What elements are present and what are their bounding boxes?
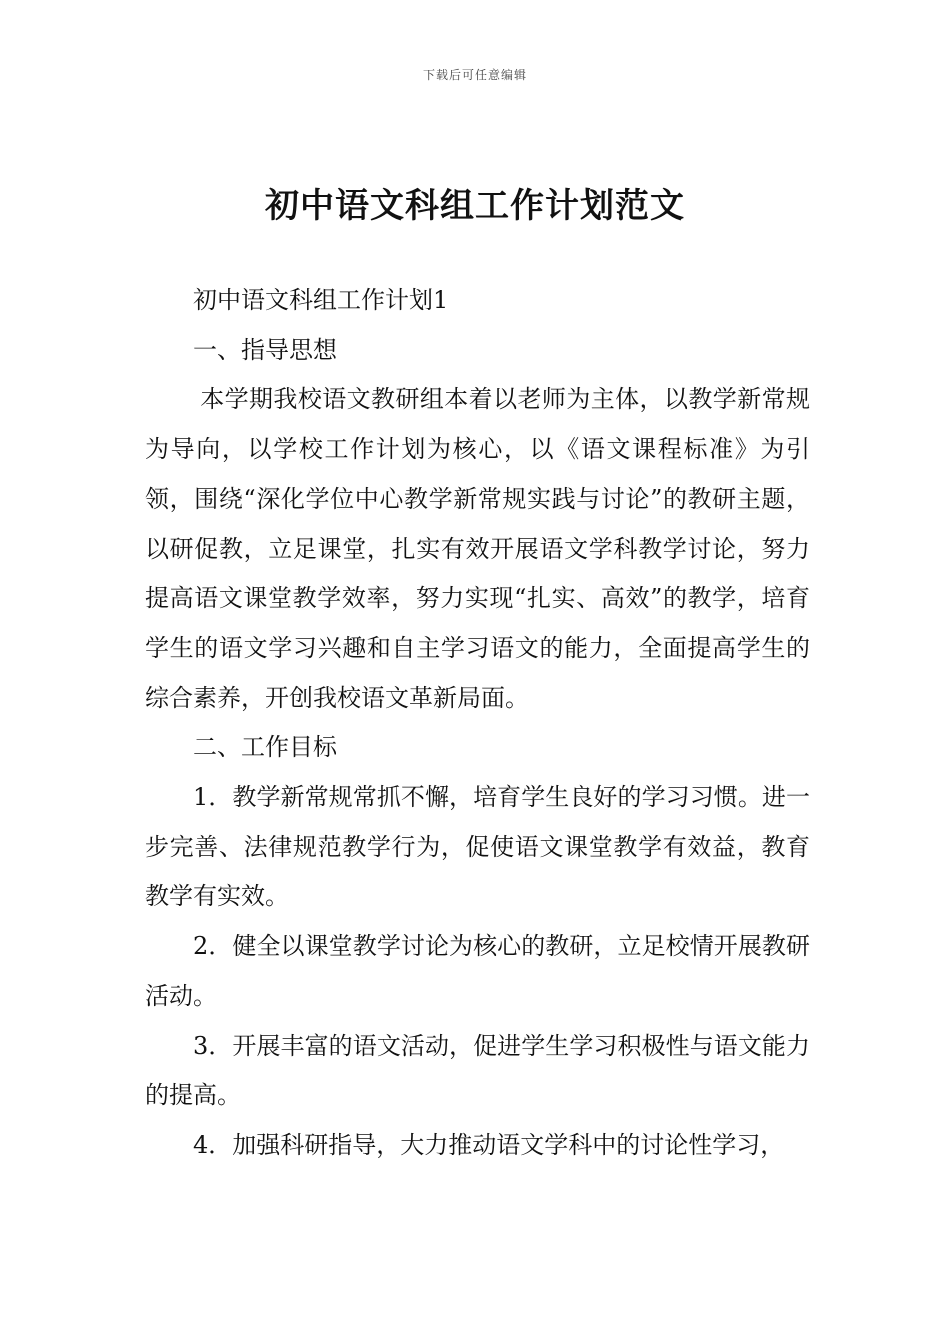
- goal-item-1: 1．教学新常规常抓不懈，培育学生良好的学习习惯。进一步完善、法律规范教学行为，促使语文课堂教学有效益，教育教学有实效。: [145, 783, 810, 911]
- goal-item-2: 2．健全以课堂教学讨论为核心的教研，立足校情开展教研活动。: [145, 932, 810, 1010]
- document-title: 初中语文科组工作计划范文: [265, 186, 685, 226]
- paragraph-guiding-ideology: 本学期我校语文教研组本着以老师为主体，以教学新常规为导向，以学校工作计划为核心，以《语文课程标准》为引领，围绕“深化学位中心教学新常规实践与讨论”的教研主题，以研促教，立足课堂，扎实有效开展语文学科教学讨论，努力提高语文课堂教学效率，努力实现“扎实、高效”的教学，培育学生的语文学习兴趣和自主学习语文的能力，全面提高学生的综合素养，开创我校语文革新局面。: [145, 385, 810, 712]
- goal-item-4: 4．加强科研指导，大力推动语文学科中的讨论性学习，: [193, 1130, 785, 1159]
- section-heading-guiding-ideology: 一、指导思想: [193, 335, 337, 364]
- header-note: 下载后可任意编辑: [422, 68, 527, 82]
- document-body: [145, 276, 810, 1171]
- goal-item-3: 3．开展丰富的语文活动，促进学生学习积极性与语文能力的提高。: [145, 1031, 810, 1110]
- plan-subtitle: 初中语文科组工作计划1: [193, 286, 449, 314]
- section-heading-work-goals: 二、工作目标: [193, 733, 337, 762]
